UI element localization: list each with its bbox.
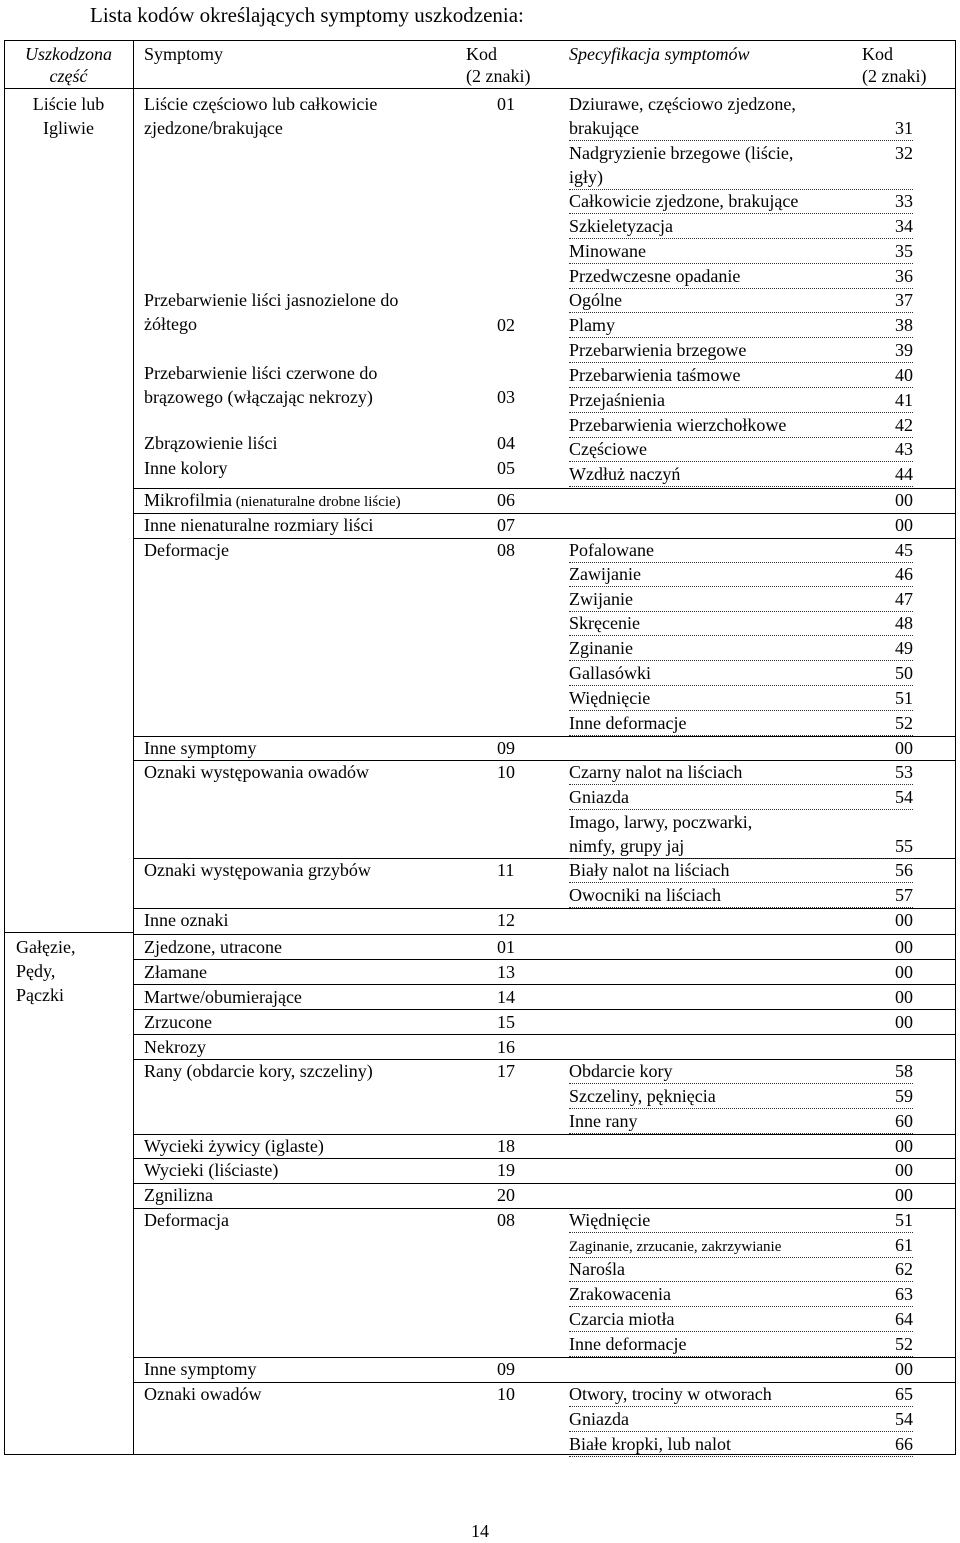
header-code2-line1: Kod xyxy=(862,44,893,64)
spec-label: Przebarwienia wierzchołkowe xyxy=(569,415,787,435)
spec-code: 54 xyxy=(895,787,913,807)
symptom-label: Nekrozy xyxy=(144,1037,206,1057)
spec-code: 00 xyxy=(895,515,913,535)
spec-label: Pofalowane xyxy=(569,540,654,560)
row-divider xyxy=(133,1158,956,1159)
symptom-code: 15 xyxy=(497,1012,515,1032)
spec-code: 63 xyxy=(895,1284,913,1304)
spec-label: nimfy, grupy jaj xyxy=(569,836,685,856)
symptom-label: Inne kolory xyxy=(144,458,228,478)
row-divider xyxy=(133,1059,956,1060)
symptom-label: Oznaki występowania owadów xyxy=(144,762,369,782)
symptom-label: Deformacja xyxy=(144,1210,229,1230)
part-branches-line2: Pędy, xyxy=(16,961,56,981)
symptom-code: 10 xyxy=(497,762,515,782)
symptom-label: brązowego (włączając nekrozy) xyxy=(144,387,373,407)
spec-code: 33 xyxy=(895,191,913,211)
spec-code: 44 xyxy=(895,464,913,484)
symptom-code: 11 xyxy=(497,860,515,880)
spec-code: 49 xyxy=(895,638,913,658)
symptom-code: 10 xyxy=(497,1384,515,1404)
header-code-line2: (2 znaki) xyxy=(466,66,531,86)
spec-label: Imago, larwy, poczwarki, xyxy=(569,812,753,832)
spec-code: 00 xyxy=(895,910,913,930)
symptom-label: Inne symptomy xyxy=(144,1359,257,1379)
symptom-label: Złamane xyxy=(144,962,207,982)
symptom-code: 02 xyxy=(497,315,515,335)
row-divider xyxy=(133,959,956,960)
spec-label: Więdnięcie xyxy=(569,1210,651,1230)
symptom-label: Inne symptomy xyxy=(144,738,257,758)
spec-label: Częściowe xyxy=(569,439,647,459)
symptom-label: Zrzucone xyxy=(144,1012,212,1032)
spec-label: Przejaśnienia xyxy=(569,390,665,410)
symptom-code: 13 xyxy=(497,962,515,982)
spec-code: 58 xyxy=(895,1061,913,1081)
symptom-label xyxy=(144,488,401,514)
row-divider xyxy=(133,1208,956,1209)
spec-code: 50 xyxy=(895,663,913,683)
spec-code: 00 xyxy=(895,937,913,957)
spec-label: Całkowicie zjedzone, brakujące xyxy=(569,191,799,211)
row-divider xyxy=(133,760,956,761)
spec-label: Zwijanie xyxy=(569,589,633,609)
spec-code: 60 xyxy=(895,1111,913,1131)
spec-code: 54 xyxy=(895,1409,913,1429)
spec-code: 00 xyxy=(895,738,913,758)
spec-code: 34 xyxy=(895,216,913,236)
spec-code: 40 xyxy=(895,365,913,385)
spec-label: Nadgryzienie brzegowe (liście, xyxy=(569,143,794,163)
spec-label: Biały nalot na liściach xyxy=(569,860,730,880)
part-leaves-line1: Liście lub xyxy=(32,94,105,114)
spec-code: 39 xyxy=(895,340,913,360)
row-divider xyxy=(133,1382,956,1383)
spec-label: Narośla xyxy=(569,1259,625,1279)
spec-code: 52 xyxy=(895,713,913,733)
spec-code: 38 xyxy=(895,315,913,335)
spec-label: Wzdłuż naczyń xyxy=(569,464,681,484)
header-part-line1: Uszkodzona xyxy=(24,44,112,64)
page-number: 14 xyxy=(471,1521,489,1541)
spec-label: Zrakowacenia xyxy=(569,1284,671,1304)
part-branches-line3: Pączki xyxy=(16,985,64,1005)
symptom-label: Przebarwienie liści jasnozielone do xyxy=(144,290,399,310)
symptom-label: Inne nienaturalne rozmiary liści xyxy=(144,515,374,535)
symptom-label: Inne oznaki xyxy=(144,910,229,930)
spec-code: 00 xyxy=(895,1160,913,1180)
spec-code: 41 xyxy=(895,390,913,410)
spec-code: 55 xyxy=(895,836,913,856)
symptom-code: 08 xyxy=(497,540,515,560)
header-divider xyxy=(4,88,956,89)
symptom-code: 08 xyxy=(497,1210,515,1230)
spec-code: 00 xyxy=(895,962,913,982)
spec-label: Przebarwienia taśmowe xyxy=(569,365,741,385)
spec-code: 62 xyxy=(895,1259,913,1279)
row-divider xyxy=(133,1009,956,1010)
spec-code: 51 xyxy=(895,1210,913,1230)
symptom-label: Martwe/obumierające xyxy=(144,987,302,1007)
spec-code: 32 xyxy=(895,143,913,163)
part-branches-line1: Gałęzie, xyxy=(16,937,76,957)
symptom-code: 19 xyxy=(497,1160,515,1180)
spec-code: 46 xyxy=(895,564,913,584)
spec-label: Czarcia miotła xyxy=(569,1309,675,1329)
spec-code: 00 xyxy=(895,987,913,1007)
spec-code: 00 xyxy=(895,1136,913,1156)
header-code-line1: Kod xyxy=(466,44,497,64)
row-divider xyxy=(133,908,956,909)
spec-label: Inne deformacje xyxy=(569,713,687,733)
row-divider xyxy=(133,538,956,539)
symptom-label: Zjedzone, utracone xyxy=(144,937,282,957)
symptom-label: Rany (obdarcie kory, szczeliny) xyxy=(144,1061,373,1081)
symptom-code: 09 xyxy=(497,738,515,758)
spec-label: Plamy xyxy=(569,315,616,335)
symptom-code: 09 xyxy=(497,1359,515,1379)
spec-label: Gallasówki xyxy=(569,663,651,683)
symptom-code: 18 xyxy=(497,1136,515,1156)
symptom-code: 17 xyxy=(497,1061,515,1081)
part-leaves-line2: Igliwie xyxy=(43,118,94,138)
spec-code: 42 xyxy=(895,415,913,435)
spec-label: Gniazda xyxy=(569,787,629,807)
row-divider xyxy=(133,1134,956,1135)
part-divider xyxy=(4,932,134,933)
symptom-code: 03 xyxy=(497,387,515,407)
row-divider xyxy=(133,934,956,935)
header-part-line2: część xyxy=(49,66,88,86)
symptom-code: 12 xyxy=(497,910,515,930)
row-divider xyxy=(133,1034,956,1035)
spec-label: Skręcenie xyxy=(569,613,640,633)
spec-label: Gniazda xyxy=(569,1409,629,1429)
spec-label: Zginanie xyxy=(569,638,633,658)
spec-label: Zaginanie, zrzucanie, zakrzywianie xyxy=(569,1239,782,1255)
spec-label: Dziurawe, częściowo zjedzone, xyxy=(569,94,796,114)
page-title: Lista kodów określających symptomy uszkodzenia: xyxy=(90,3,524,27)
spec-label: Czarny nalot na liściach xyxy=(569,762,743,782)
spec-label: igły) xyxy=(569,167,603,187)
spec-code: 45 xyxy=(895,540,913,560)
symptom-note: (nienaturalne drobne liście) xyxy=(232,494,401,510)
spec-code: 56 xyxy=(895,860,913,880)
spec-code: 59 xyxy=(895,1086,913,1106)
spec-label: brakujące xyxy=(569,118,639,138)
symptom-label: Wycieki żywicy (iglaste) xyxy=(144,1136,324,1156)
spec-label: Obdarcie kory xyxy=(569,1061,673,1081)
symptom-label: Zbrązowienie liści xyxy=(144,433,278,453)
spec-code: 66 xyxy=(895,1434,913,1454)
header-code2-line2: (2 znaki) xyxy=(862,66,927,86)
spec-label: Szczeliny, pęknięcia xyxy=(569,1086,716,1106)
row-divider xyxy=(133,488,956,489)
symptom-label: Oznaki występowania grzybów xyxy=(144,860,371,880)
spec-code: 53 xyxy=(895,762,913,782)
spec-code: 37 xyxy=(895,290,913,310)
row-divider xyxy=(133,513,956,514)
symptom-code: 20 xyxy=(497,1185,515,1205)
spec-label: Inne deformacje xyxy=(569,1334,687,1354)
spec-label: Otwory, trociny w otworach xyxy=(569,1384,772,1404)
spec-code: 65 xyxy=(895,1384,913,1404)
symptom-code: 14 xyxy=(497,987,515,1007)
spec-label: Przedwczesne opadanie xyxy=(569,266,741,286)
header-symptom: Symptomy xyxy=(144,44,224,64)
spec-label: Szkieletyzacja xyxy=(569,216,673,236)
spec-code: 52 xyxy=(895,1334,913,1354)
symptom-text: Mikrofilmia xyxy=(144,490,232,510)
spec-code: 36 xyxy=(895,266,913,286)
spec-code: 57 xyxy=(895,885,913,905)
spec-code: 35 xyxy=(895,241,913,261)
spec-code: 48 xyxy=(895,613,913,633)
symptom-code: 05 xyxy=(497,458,515,478)
symptom-label: Zgnilizna xyxy=(144,1185,213,1205)
spec-code: 00 xyxy=(895,1359,913,1379)
spec-label: Przebarwienia brzegowe xyxy=(569,340,747,360)
spec-code: 43 xyxy=(895,439,913,459)
spec-label: Inne rany xyxy=(569,1111,638,1131)
spec-code: 00 xyxy=(895,490,913,510)
header-spec: Specyfikacja symptomów xyxy=(569,44,750,64)
row-divider xyxy=(133,1357,956,1358)
spec-label: Ogólne xyxy=(569,290,622,310)
symptom-code: 06 xyxy=(497,490,515,510)
spec-underline xyxy=(569,486,913,487)
symptom-code: 04 xyxy=(497,433,515,453)
symptom-label: żółtego xyxy=(144,314,197,334)
spec-code: 51 xyxy=(895,688,913,708)
symptom-code: 01 xyxy=(497,94,515,114)
column-divider xyxy=(133,40,134,1455)
spec-code: 61 xyxy=(895,1235,913,1255)
symptom-label: Liście częściowo lub całkowicie xyxy=(144,94,378,114)
symptom-label: Przebarwienie liści czerwone do xyxy=(144,363,378,383)
spec-label: Więdnięcie xyxy=(569,688,651,708)
spec-code: 47 xyxy=(895,589,913,609)
row-divider xyxy=(133,1183,956,1184)
spec-code: 64 xyxy=(895,1309,913,1329)
spec-label: Białe kropki, lub nalot xyxy=(569,1434,731,1454)
spec-code: 00 xyxy=(895,1185,913,1205)
spec-underline xyxy=(569,1456,913,1457)
spec-label: Minowane xyxy=(569,241,646,261)
symptom-label: Deformacje xyxy=(144,540,229,560)
symptom-code: 01 xyxy=(497,937,515,957)
row-divider xyxy=(133,984,956,985)
symptom-code: 16 xyxy=(497,1037,515,1057)
symptom-label: Oznaki owadów xyxy=(144,1384,262,1404)
symptom-label: zjedzone/brakujące xyxy=(144,118,283,138)
spec-label: Owocniki na liściach xyxy=(569,885,721,905)
spec-code: 31 xyxy=(895,118,913,138)
symptom-code: 07 xyxy=(497,515,515,535)
row-divider xyxy=(133,736,956,737)
spec-label: Zawijanie xyxy=(569,564,641,584)
symptom-label: Wycieki (liściaste) xyxy=(144,1160,279,1180)
spec-code: 00 xyxy=(895,1012,913,1032)
